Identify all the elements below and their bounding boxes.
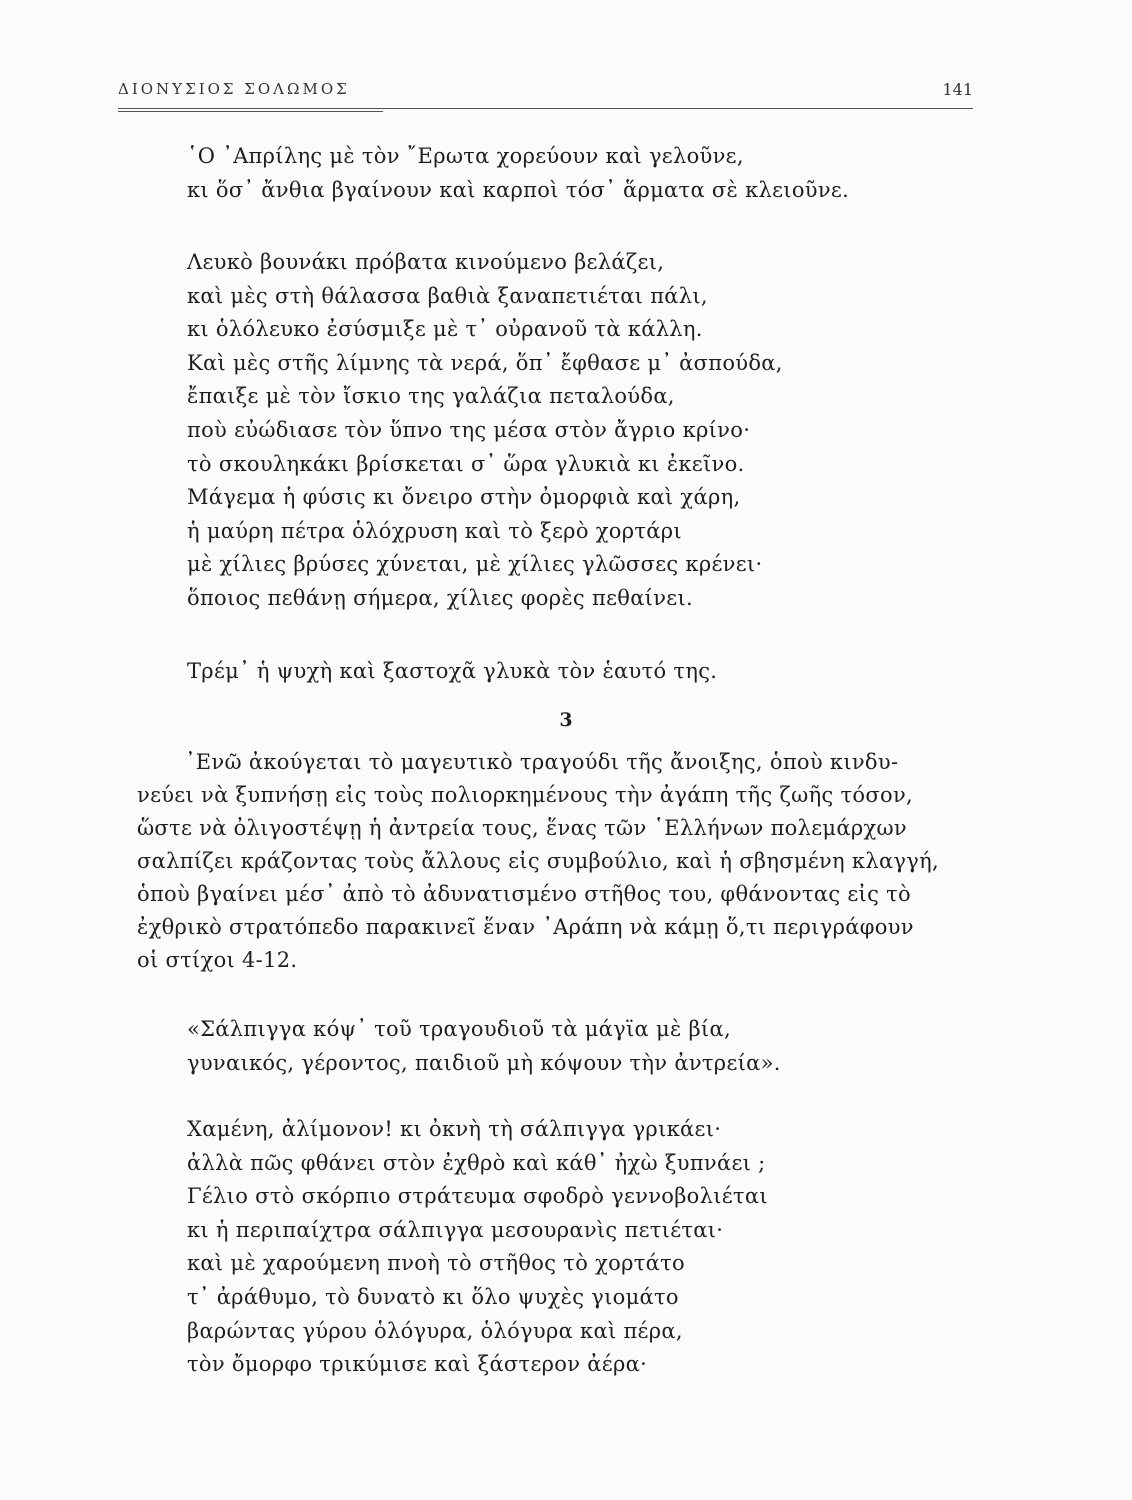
verse-line: μὲ χίλιες βρύσες χύνεται, μὲ χίλιες γλῶσσες κρένει· [187, 552, 763, 577]
verse-block-2 [187, 246, 783, 616]
prose-paragraph [137, 746, 977, 977]
verse-line: Λευκὸ βουνάκι πρόβατα κινούμενο βελάζει, [187, 250, 665, 274]
header-rule [118, 108, 973, 109]
verse-block-5 [187, 1113, 768, 1382]
verse-line: ὅποιος πεθάνῃ σήμερα, χίλιες φορὲς πεθαίνει. [187, 585, 693, 610]
verse-block-1 [187, 140, 849, 207]
page-header [118, 80, 973, 104]
verse-line: «Σάλπιγγα κόψ᾿ τοῦ τραγουδιοῦ τὰ μάγϊα μὲ βία, [187, 1017, 731, 1041]
section-number: 3 [559, 709, 573, 731]
verse-line: τ᾿ ἀράθυμο, τὸ δυνατὸ κι ὅλο ψυχὲς γιομάτο [187, 1284, 679, 1309]
page-number: 141 [942, 80, 973, 99]
verse-line: Μάγεμα ἡ φύσις κι ὄνειρο στὴν ὀμορφιὰ καὶ χάρη, [187, 485, 741, 510]
verse-line: Τρέμ᾿ ἡ ψυχὴ καὶ ξαστοχᾶ γλυκὰ τὸν ἑαυτό της. [187, 659, 718, 683]
verse-line: καὶ μὲς στὴ θάλασσα βαθιὰ ξαναπετιέται πάλι, [187, 283, 708, 308]
verse-line: Καὶ μὲς στῆς λίμνης τὰ νερά, ὅπ᾿ ἔφθασε μ᾿ ἀσπούδα, [187, 350, 783, 375]
verse-line: τὸ σκουληκάκι βρίσκεται σ᾿ ὥρα γλυκιὰ κι ἐκεῖνο. [187, 451, 745, 476]
prose-line: οἱ στίχοι 4-12. [137, 948, 298, 972]
verse-line: βαρώντας γύρου ὁλόγυρα, ὁλόγυρα καὶ πέρα, [187, 1318, 683, 1343]
verse-line: ποὺ εὐώδιασε τὸν ὕπνο της μέσα στὸν ἄγριο κρίνο· [187, 417, 751, 442]
prose-line: ὥστε νὰ ὀλιγοστέψῃ ἡ ἀντρεία τους, ἕνας τῶν ῾Ελλήνων πολεμάρχων [137, 816, 907, 840]
verse-line: κι ἡ περιπαίχτρα σάλπιγγα μεσουρανὶς πετιέται· [187, 1217, 724, 1242]
prose-line: ἐχθρικὸ στρατόπεδο παρακινεῖ ἕναν ᾿Αράπη νὰ κάμῃ ὅ,τι περιγράφουν [137, 915, 914, 939]
verse-line: ἡ μαύρη πέτρα ὁλόχρυση καὶ τὸ ξερὸ χορτάρι [187, 518, 682, 543]
prose-line: σαλπίζει κράζοντας τοὺς ἄλλους εἰς συμβούλιο, καὶ ἡ σβησμένη κλαγγή, [137, 849, 939, 873]
prose-line: νεύει νὰ ξυπνήσῃ εἰς τοὺς πολιορκημένους τὴν ἀγάπη τῆς ζωῆς τόσον, [137, 783, 913, 807]
prose-line: ᾿Ενῶ ἀκούγεται τὸ μαγευτικὸ τραγούδι τῆς ἄνοιξης, ὁποὺ κινδυ- [185, 750, 899, 774]
verse-line: κι ὁλόλευκο ἐσύσμιξε μὲ τ᾿ οὐρανοῦ τὰ κάλλη. [187, 317, 703, 342]
verse-block-3 [187, 655, 717, 689]
verse-line: Γέλιο στὸ σκόρπιο στράτευμα σφοδρὸ γεννοβολιέται [187, 1184, 768, 1209]
header-rule-short [118, 111, 383, 112]
verse-line: ῾Ο ᾿Απρίλης μὲ τὸν ῎Ερωτα χορεύουν καὶ γελοῦνε, [187, 144, 744, 168]
verse-line: Χαμένη, ἀλίμονον! κι ὀκνὴ τὴ σάλπιγγα γρικάει· [187, 1117, 722, 1141]
verse-block-4 [187, 1013, 781, 1080]
verse-line: ἀλλὰ πῶς φθάνει στὸν ἐχθρὸ καὶ κάθ᾿ ἠχὼ ξυπνάει ; [187, 1150, 766, 1175]
prose-line: ὁποὺ βγαίνει μέσ᾿ ἀπὸ τὸ ἀδυνατισμένο στῆθος του, φθάνοντας εἰς τὸ [137, 882, 911, 906]
verse-line: γυναικός, γέροντος, παιδιοῦ μὴ κόψουν τὴν ἀντρεία». [187, 1050, 781, 1075]
verse-line: ἔπαιξε μὲ τὸν ἴσκιο της γαλάζια πεταλούδα, [187, 384, 675, 409]
verse-line: καὶ μὲ χαρούμενη πνοὴ τὸ στῆθος τὸ χορτάτο [187, 1251, 685, 1276]
verse-line: τὸν ὄμορφο τρικύμισε καὶ ξάστερον ἀέρα· [187, 1352, 648, 1377]
running-title: ΔΙΟΝΥΣΙΟΣ ΣΟΛΩΜΟΣ [118, 80, 350, 98]
verse-line: κι ὅσ᾿ ἄνθια βγαίνουν καὶ καρποὶ τόσ᾿ ἅρματα σὲ κλειοῦνε. [187, 177, 850, 202]
